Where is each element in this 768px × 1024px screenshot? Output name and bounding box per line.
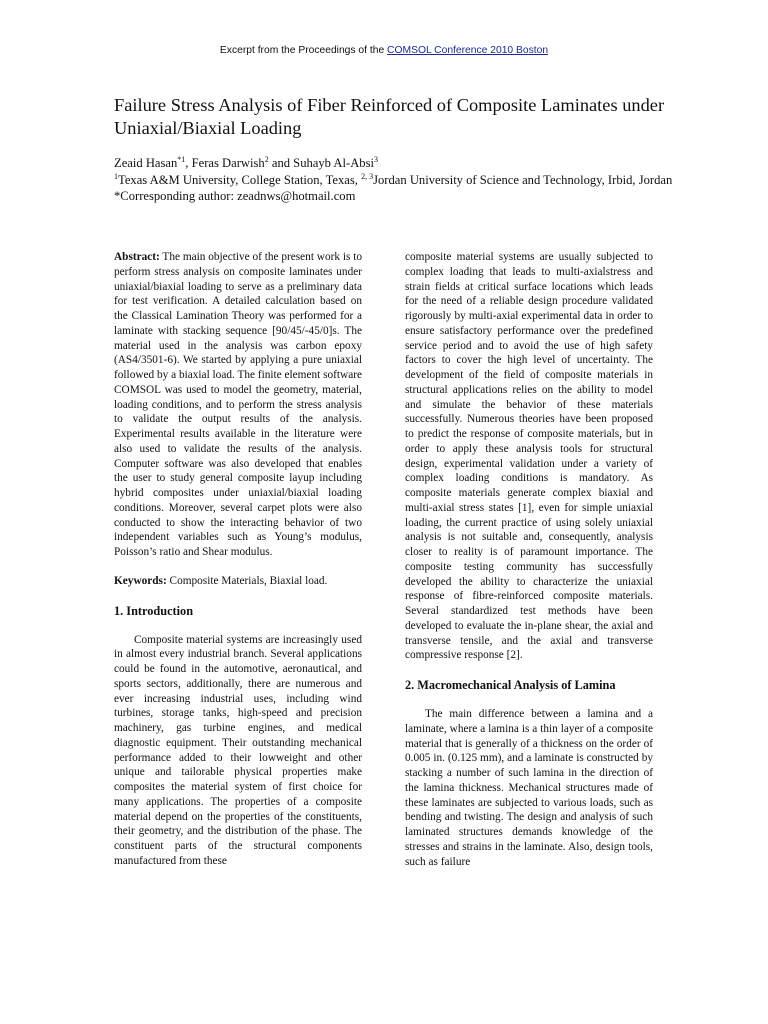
affiliation-1: Texas A&M University, College Station, Texas, xyxy=(118,172,362,187)
author-1: Zeaid Hasan xyxy=(114,156,178,170)
section-2-heading: 2. Macromechanical Analysis of Lamina xyxy=(405,678,616,692)
spacer xyxy=(114,560,362,574)
conference-link[interactable]: COMSOL Conference 2010 Boston xyxy=(387,45,549,56)
spacer xyxy=(114,589,362,603)
spacer xyxy=(405,693,653,707)
section-2-paragraph: The main difference between a lamina and a laminate, where a lamina is a thin layer of a composite material that is generally of a thickness on the order of 0.005 in. (0.125 mm), and a laminate is constructed by stacking a number of such lamina in the direction of the lamina thickness. Mechanical structures made of these laminates are subjected to various loads, such as bending and twisting. The design and analysis of such laminated structures demands knowledge of the stresses and strains in the laminate. Also, design tools, such as failure xyxy=(405,708,653,868)
abstract xyxy=(114,250,362,560)
author-2: , Feras Darwish xyxy=(185,156,265,170)
affiliation-2-mark: 2, 3 xyxy=(361,171,374,181)
abstract-text: The main objective of the present work is to perform stress analysis on composite laminates under uniaxial/biaxial loading to serve as a preliminary data for test verification. A detailed calculation based on the Classical Lamination Theory was performed for a laminate with stacking sequence [90/45/-45/0]s. The material used in the analysis was carbon epoxy (AS4/3501-6). We started by applying a pure uniaxial followed by a biaxial load. The finite element software COMSOL was used to model the geometry, material, loading conditions, and to perform the stress analysis to validate the output results of the analysis. Experimental results available in the literature were also used to validate the results of the analysis. Computer software was also developed that enables the user to study general composite layup including hybrid composites under uniaxial/biaxial loading conditions. Moreover, several carpet plots were also conducted to show the interacting behavior of two independent variables such as Young’s modulus, Poisson’s ratio and Shear modulus. xyxy=(114,251,362,558)
header-prefix: Excerpt from the Proceedings of the xyxy=(219,45,388,56)
corresponding-author: *Corresponding author: zeadnws@hotmail.com xyxy=(114,189,356,203)
abstract-label: Abstract: xyxy=(114,251,160,263)
keywords xyxy=(114,574,362,589)
intro-continued-paragraph: composite material systems are usually subjected to complex loading that leads to multi-axialstress and strain fields at critical surface locations which leads for the need of a reliable design procedure validated rigorously by multi-axial experimental data in order to ensure satisfactory performance over the predefined service period and to avoid the use of high safety factors to cover the high level of uncertainty. The development of the field of composite materials in structural applications relies on the ability to model and simulate the behavior of these materials successfully. Numerous theories have been proposed to predict the response of composite materials, but in order to apply these analysis tools for structural design, experimental validation under a variety of complex loading conditions is mandatory. As composite materials generate complex biaxial and multi-axial stress states [1], even for simple uniaxial loading, the current practice of using solely uniaxial analysis is not suitable and, consequently, analysis closer to reality is of paramount importance. The composite testing community has successfully developed the ability to characterize the uniaxial response of fibre-reinforced composite materials. Several standardized test methods have been developed to evaluate the in-plane shear, the axial and transverse tensile, and the axial and transverse compressive response [2]. xyxy=(405,251,653,662)
left-column xyxy=(114,250,362,869)
author-block xyxy=(114,155,734,205)
author-2-mark: 2 xyxy=(264,154,269,164)
author-3: and Suhayb Al-Absi xyxy=(268,156,374,170)
author-3-mark: 3 xyxy=(374,154,378,164)
affiliation-1-mark: 1 xyxy=(114,171,118,181)
affiliations xyxy=(114,172,734,189)
spacer xyxy=(114,619,362,633)
section-1-paragraph: Composite material systems are increasingly used in almost every industrial branch. Several applications could be found in the automotive, aeronautical, and sports sectors, additionally, there are numerous and ever increasing industrial uses, including wind turbines, storage tanks, high-speed and precision machinery, gas turbine engines, and medical diagnostic equipment. Their outstanding mechanical performance added to their lowweight and other unique and tailorable physical properties make composites the material system of first choice for many applications. The properties of a composite material depend on the properties of the constituents, their geometry, and the distribution of the phase. The constituent parts of the structural components manufactured from these xyxy=(114,633,362,867)
proceedings-header xyxy=(0,45,768,56)
section-1-heading: 1. Introduction xyxy=(114,603,194,618)
keywords-label: Keywords: xyxy=(114,574,167,587)
author-1-mark: *1 xyxy=(177,154,186,164)
keywords-text: Composite Materials, Biaxial load. xyxy=(166,574,328,587)
affiliation-2: Jordan University of Science and Technology, Irbid, Jordan xyxy=(373,172,673,187)
right-column xyxy=(405,250,653,869)
author-line xyxy=(114,155,734,172)
paper-title: Failure Stress Analysis of Fiber Reinforced of Composite Laminates under Uniaxial/Biaxial Loading xyxy=(114,95,665,138)
spacer xyxy=(405,663,653,677)
